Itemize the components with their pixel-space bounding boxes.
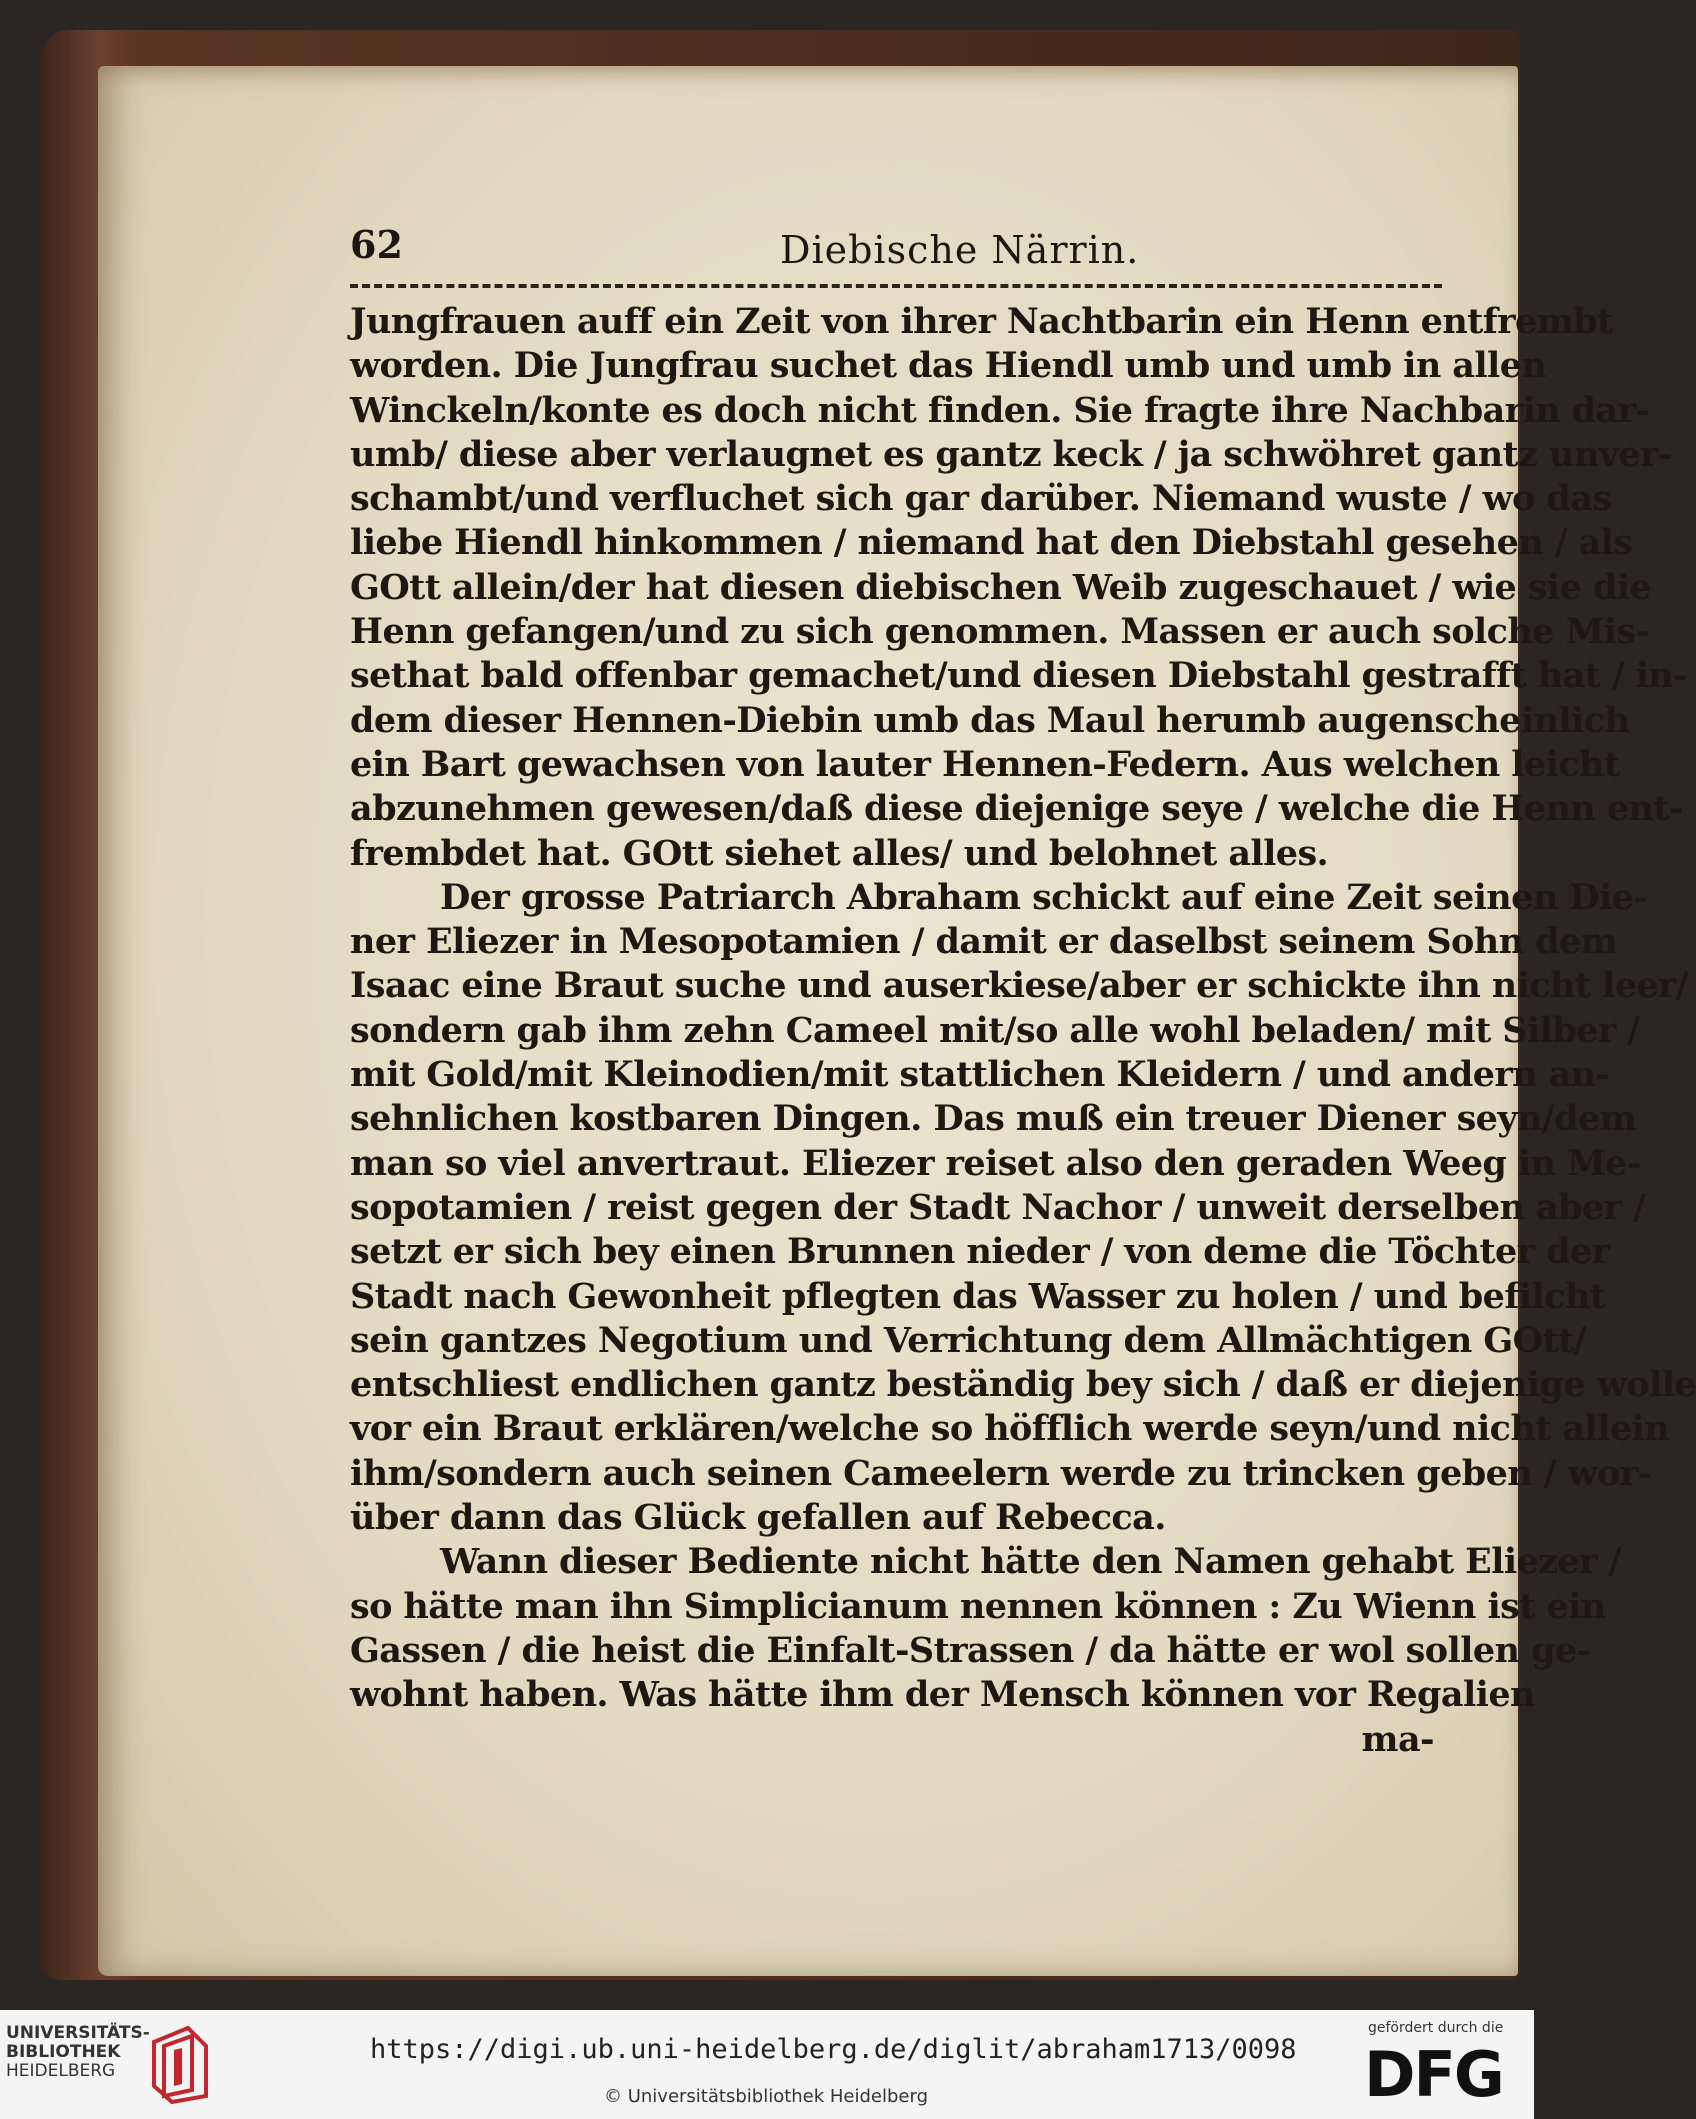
text-line: Jungfrauen auff ein Zeit von ihrer Nachtbarin ein Henn entfrembt <box>350 301 1613 342</box>
text-line: dem dieser Hennen-Diebin umb das Maul herumb augenscheinlich <box>350 699 1630 741</box>
text-line: Winckeln/konte es doch nicht finden. Sie fragte ihre Nachbarin dar- <box>350 389 1650 431</box>
copyright-notice: © Universitätsbibliothek Heidelberg <box>604 2086 929 2107</box>
text-line: abzunehmen gewesen/daß diese diejenige seye / welche die Henn ent- <box>350 788 1683 830</box>
dfg-logo[interactable]: DFG <box>1364 2038 1503 2111</box>
text-line: so hätte man ihn Simplicianum nennen können : Zu Wienn ist ein <box>350 1585 1606 1627</box>
text-line: mit Gold/mit Kleinodien/mit stattlichen Kleidern / und andern an- <box>350 1054 1610 1096</box>
sponsor-label: gefördert durch die <box>1368 2020 1504 2036</box>
body-text <box>350 300 1696 1762</box>
text-line: Henn gefangen/und zu sich genommen. Massen er auch solche Mis- <box>350 611 1650 653</box>
permalink-url[interactable]: https://digi.ub.uni-heidelberg.de/diglit/abraham1713/0098 <box>370 2034 1297 2065</box>
text-line: GOtt allein/der hat diesen diebischen Weib zugeschauet / wie sie die <box>350 566 1652 608</box>
text-line: sethat bald offenbar gemachet/und diesen Diebstahl gestrafft hat / in- <box>350 655 1688 697</box>
text-line: worden. Die Jungfrau suchet das Hiendl umb und umb in allen <box>350 345 1547 387</box>
text-line: setzt er sich bey einen Brunnen nieder / von deme die Töchter der <box>350 1231 1610 1273</box>
text-line: sein gantzes Negotium und Verrichtung dem Allmächtigen GOtt/ <box>350 1319 1586 1361</box>
text-line: ma- <box>1361 1718 1434 1760</box>
text-line: sondern gab ihm zehn Cameel mit/so alle wohl beladen/ mit Silber / <box>350 1009 1640 1051</box>
text-line: Isaac eine Braut suche und auserkiese/aber er schickte ihn nicht leer/ <box>350 965 1689 1007</box>
page-number: 62 <box>350 222 403 267</box>
text-line: ein Bart gewachsen von lauter Hennen-Federn. Aus welchen leicht <box>350 743 1620 785</box>
logo-line: UNIVERSITÄTS- <box>6 2023 150 2043</box>
text-line: über dann das Glück gefallen auf Rebecca. <box>350 1497 1166 1539</box>
text-line: sopotamien / reist gegen der Stadt Nachor / unweit derselben aber / <box>350 1186 1646 1228</box>
text-line: schambt/und verfluchet sich gar darüber. Niemand wuste / wo das <box>350 478 1612 520</box>
text-line: wohnt haben. Was hätte ihm der Mensch können vor Regalien <box>350 1674 1535 1716</box>
running-head: Diebische Närrin. <box>780 228 1140 272</box>
text-line: sehnlichen kostbaren Dingen. Das muß ein treuer Diener seyn/dem <box>350 1098 1637 1140</box>
logo-line: HEIDELBERG <box>6 2061 116 2081</box>
text-line: Gassen / die heist die Einfalt-Strassen / da hätte er wol sollen ge- <box>350 1629 1591 1671</box>
text-line: entschliest endlichen gantz beständig bey sich / daß er diejenige wolle <box>350 1364 1696 1406</box>
header-rule <box>350 284 1442 288</box>
logo-line: BIBLIOTHEK <box>6 2042 121 2062</box>
text-line: Wann dieser Bediente nicht hätte den Namen gehabt Eliezer / <box>440 1541 1621 1583</box>
text-line: frembdet hat. GOtt siehet alles/ und belohnet alles. <box>350 832 1329 874</box>
library-logo-icon[interactable] <box>148 2024 212 2104</box>
text-line: liebe Hiendl hinkommen / niemand hat den Diebstahl gesehen / als <box>350 522 1633 564</box>
text-line: umb/ diese aber verlaugnet es gantz keck / ja schwöhret gantz unver- <box>350 433 1672 475</box>
footer-bar <box>0 2010 1534 2119</box>
text-line: Stadt nach Gewonheit pflegten das Wasser zu holen / und befilcht <box>350 1275 1606 1317</box>
text-line: man so viel anvertraut. Eliezer reiset also den geraden Weeg in Me- <box>350 1142 1641 1184</box>
text-line: Der grosse Patriarch Abraham schickt auf eine Zeit seinen Die- <box>440 876 1648 918</box>
library-logo-text[interactable] <box>6 2023 150 2081</box>
text-line: vor ein Braut erklären/welche so höfflich werde seyn/und nicht allein <box>350 1408 1670 1450</box>
text-line: ihm/sondern auch seinen Cameelern werde zu trincken geben / wor- <box>350 1452 1652 1494</box>
text-line: ner Eliezer in Mesopotamien / damit er daselbst seinem Sohn dem <box>350 921 1618 963</box>
